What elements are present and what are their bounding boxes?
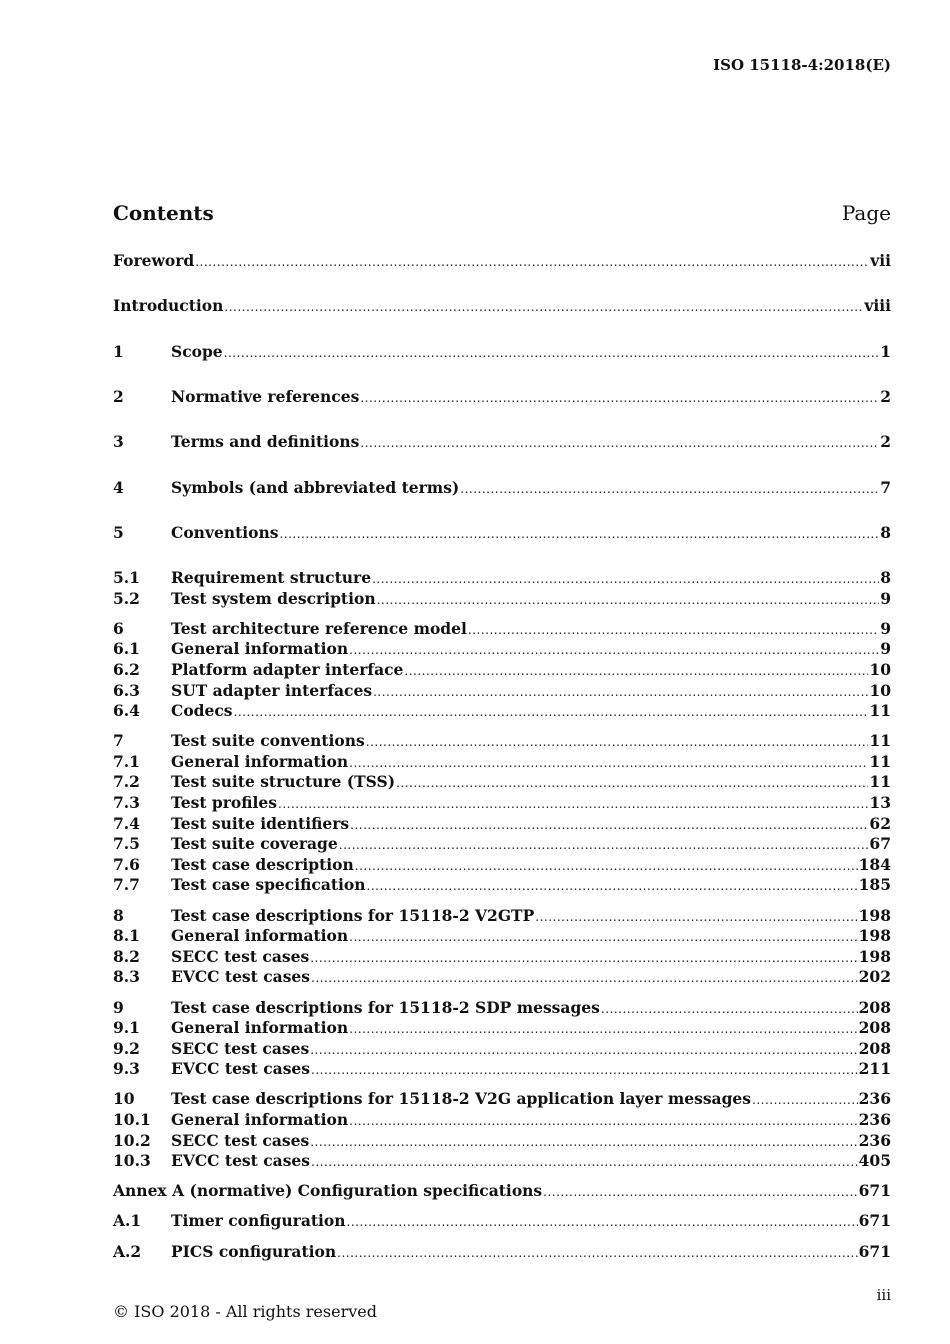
toc-entry-title: Test case description <box>171 855 354 874</box>
toc-dot-leader <box>224 346 880 360</box>
toc-entry-title: Codecs <box>171 701 233 720</box>
toc-entry-page: 10 <box>869 681 891 700</box>
toc-entry-page: 2 <box>880 432 891 451</box>
toc-entry[interactable] <box>113 523 891 542</box>
toc-entry[interactable] <box>113 814 891 833</box>
toc-entry-number: 6.2 <box>113 660 140 679</box>
toc-entry[interactable] <box>113 387 891 406</box>
toc-dot-leader <box>279 527 879 541</box>
toc-entry-title: General information <box>171 926 349 945</box>
toc-dot-leader <box>339 838 869 852</box>
toc-entry-title: Test architecture reference model <box>171 619 467 638</box>
toc-entry-number: 8.2 <box>113 947 140 966</box>
toc-entry-page: 9 <box>880 619 891 638</box>
toc-entry-number: A.1 <box>113 1211 142 1230</box>
toc-entry-title: General information <box>171 639 349 658</box>
toc-entry-page: viii <box>864 296 891 315</box>
toc-entry-page: 198 <box>858 926 891 945</box>
toc-entry-number: 8.1 <box>113 926 140 945</box>
toc-entry-number: 7.1 <box>113 752 140 771</box>
toc-entry[interactable] <box>113 998 891 1017</box>
toc-dot-leader <box>234 705 869 719</box>
toc-dot-leader <box>355 859 858 873</box>
toc-entry-title: Scope <box>171 342 223 361</box>
toc-dot-leader <box>195 255 869 269</box>
toc-entry-page: 11 <box>869 701 891 720</box>
toc-entry[interactable] <box>113 589 891 608</box>
toc-dot-leader <box>337 1246 858 1260</box>
toc-entry[interactable] <box>113 1211 891 1230</box>
toc-entry-number: 7.5 <box>113 834 140 853</box>
toc-entry-page: 198 <box>858 906 891 925</box>
toc-entry-page: 236 <box>858 1089 891 1108</box>
toc-entry[interactable] <box>113 432 891 451</box>
toc-entry-title: Foreword <box>113 251 195 270</box>
toc-entry-number: 7.2 <box>113 772 140 791</box>
toc-entry[interactable] <box>113 834 891 853</box>
toc-entry[interactable] <box>113 478 891 497</box>
toc-entry-number: 6.1 <box>113 639 140 658</box>
toc-entry-title: Requirement structure <box>171 568 372 587</box>
toc-entry-number: 10 <box>113 1089 135 1108</box>
toc-entry[interactable] <box>113 772 891 791</box>
toc-dot-leader <box>347 1215 858 1229</box>
toc-dot-leader <box>349 1114 857 1128</box>
toc-entry-number: 7.6 <box>113 855 140 874</box>
toc-entry[interactable] <box>113 752 891 771</box>
toc-entry-number: 2 <box>113 387 124 406</box>
toc-entry-page: 671 <box>858 1181 891 1200</box>
toc-entry-number: 9 <box>113 998 124 1017</box>
toc-entry-number: 5.2 <box>113 589 140 608</box>
toc-entry-number: 7.3 <box>113 793 140 812</box>
toc-dot-leader <box>752 1093 858 1107</box>
toc-dot-leader <box>404 664 868 678</box>
toc-entry-page: 11 <box>869 772 891 791</box>
toc-entry-title: Normative references <box>171 387 360 406</box>
toc-entry[interactable] <box>113 875 891 894</box>
toc-entry[interactable] <box>113 906 891 925</box>
toc-entry-page: 62 <box>869 814 891 833</box>
toc-entry[interactable] <box>113 855 891 874</box>
toc-entry[interactable] <box>113 793 891 812</box>
toc-entry-page: 13 <box>869 793 891 812</box>
toc-entry-title: Terms and definitions <box>171 432 360 451</box>
contents-title: Contents <box>113 201 214 225</box>
toc-entry[interactable] <box>113 1110 891 1129</box>
toc-dot-leader <box>535 910 857 924</box>
toc-dot-leader <box>349 643 879 657</box>
toc-entry-page: 671 <box>858 1211 891 1230</box>
toc-entry-title: Test case descriptions for 15118-2 SDP messages <box>171 998 600 1017</box>
page-number: iii <box>876 1286 891 1304</box>
toc-dot-leader <box>278 797 868 811</box>
toc-entry[interactable] <box>113 1018 891 1037</box>
toc-entry-title: Test suite identifiers <box>171 814 350 833</box>
toc-entry-page: 198 <box>858 947 891 966</box>
page-column-label: Page <box>841 201 891 225</box>
toc-entry-title: SECC test cases <box>171 1039 310 1058</box>
toc-entry[interactable] <box>113 1059 891 1078</box>
toc-entry-number: A.2 <box>113 1242 142 1261</box>
toc-entry[interactable] <box>113 660 891 679</box>
toc-dot-leader <box>311 1155 858 1169</box>
toc-entry-number: 1 <box>113 342 124 361</box>
toc-entry-number: 9.3 <box>113 1059 140 1078</box>
toc-entry-title: Symbols (and abbreviated terms) <box>171 478 460 497</box>
toc-dot-leader <box>349 930 857 944</box>
toc-entry[interactable] <box>113 619 891 638</box>
toc-entry-page: 8 <box>880 568 891 587</box>
toc-entry-page: 208 <box>858 1039 891 1058</box>
toc-entry-number: 8 <box>113 906 124 925</box>
toc-entry-title: Test case specification <box>171 875 366 894</box>
toc-entry[interactable] <box>113 639 891 658</box>
toc-dot-leader <box>367 879 858 893</box>
toc-dot-leader <box>360 436 879 450</box>
toc-entry-title: General information <box>171 752 349 771</box>
toc-entry-number: 3 <box>113 432 124 451</box>
toc-entry-title: Platform adapter interface <box>171 660 404 679</box>
toc-entry-number: 6.4 <box>113 701 140 720</box>
toc-entry-title: Test suite structure (TSS) <box>171 772 396 791</box>
toc-entry[interactable] <box>113 947 891 966</box>
toc-dot-leader <box>310 951 857 965</box>
toc-entry-number: 6.3 <box>113 681 140 700</box>
toc-dot-leader <box>349 756 868 770</box>
toc-entry-title: SECC test cases <box>171 947 310 966</box>
toc-entry-page: 1 <box>880 342 891 361</box>
toc-entry-title: Test case descriptions for 15118-2 V2G application layer messages <box>171 1089 752 1108</box>
toc-dot-leader <box>366 735 869 749</box>
toc-entry-title: Test suite conventions <box>171 731 365 750</box>
toc-entry-title: General information <box>171 1110 349 1129</box>
toc-entry-page: 184 <box>858 855 891 874</box>
toc-entry[interactable] <box>113 1089 891 1108</box>
toc-entry[interactable] <box>113 1151 891 1170</box>
toc-entry[interactable] <box>113 731 891 750</box>
toc-entry-title: Introduction <box>113 296 224 315</box>
document-id: ISO 15118-4:2018(E) <box>713 56 891 74</box>
toc-entry-page: 185 <box>858 875 891 894</box>
toc-entry-page: 9 <box>880 639 891 658</box>
toc-entry-number: 9.2 <box>113 1039 140 1058</box>
toc-entry-page: 236 <box>858 1110 891 1129</box>
toc-entry-title: Test suite coverage <box>171 834 338 853</box>
toc-entry-page: 9 <box>880 589 891 608</box>
toc-entry[interactable] <box>113 568 891 587</box>
toc-entry[interactable] <box>113 342 891 361</box>
toc-entry[interactable] <box>113 251 891 270</box>
toc-entry-number: 6 <box>113 619 124 638</box>
toc-entry-title: EVCC test cases <box>171 1059 311 1078</box>
toc-entry[interactable] <box>113 1181 891 1200</box>
toc-entry-title: SUT adapter interfaces <box>171 681 373 700</box>
toc-entry-page: 208 <box>858 1018 891 1037</box>
toc-entry-page: 671 <box>858 1242 891 1261</box>
toc-dot-leader <box>543 1185 857 1199</box>
toc-entry[interactable] <box>113 967 891 986</box>
toc-entry-page: 11 <box>869 752 891 771</box>
toc-dot-leader <box>360 391 879 405</box>
toc-dot-leader <box>601 1002 858 1016</box>
toc-dot-leader <box>224 300 863 314</box>
toc-entry[interactable] <box>113 701 891 720</box>
toc-entry[interactable] <box>113 1131 891 1150</box>
toc-entry-page: 236 <box>858 1131 891 1150</box>
toc-entry-title: PICS configuration <box>171 1242 337 1261</box>
toc-entry-page: 8 <box>880 523 891 542</box>
toc-entry-number: 4 <box>113 478 124 497</box>
toc-entry-page: 202 <box>858 967 891 986</box>
toc-entry-number: 5.1 <box>113 568 140 587</box>
toc-entry-number: 10.3 <box>113 1151 151 1170</box>
toc-entry-title: Timer configuration <box>171 1211 346 1230</box>
toc-entry-page: 10 <box>869 660 891 679</box>
toc-dot-leader <box>349 1022 857 1036</box>
toc-entry-page: 11 <box>869 731 891 750</box>
toc-entry-number: 9.1 <box>113 1018 140 1037</box>
toc-entry-page: 67 <box>869 834 891 853</box>
toc-entry-title: EVCC test cases <box>171 967 311 986</box>
toc-entry-title: General information <box>171 1018 349 1037</box>
toc-entry-number: 5 <box>113 523 124 542</box>
toc-entry-title: Conventions <box>171 523 279 542</box>
toc-entry-number: 7 <box>113 731 124 750</box>
toc-dot-leader <box>311 971 858 985</box>
toc-dot-leader <box>310 1135 857 1149</box>
toc-entry[interactable] <box>113 1242 891 1261</box>
toc-dot-leader <box>372 572 879 586</box>
toc-entry-page: vii <box>870 251 891 270</box>
toc-entry[interactable] <box>113 296 891 315</box>
toc-entry-number: 8.3 <box>113 967 140 986</box>
toc-dot-leader <box>377 593 880 607</box>
toc-entry-page: 211 <box>858 1059 891 1078</box>
toc-entry-title: SECC test cases <box>171 1131 310 1150</box>
toc-entry-number: 7.7 <box>113 875 140 894</box>
toc-entry-title: Test case descriptions for 15118-2 V2GTP <box>171 906 535 925</box>
toc-dot-leader <box>310 1043 857 1057</box>
toc-entry-number: 10.1 <box>113 1110 151 1129</box>
toc-entry-page: 2 <box>880 387 891 406</box>
toc-entry-title: Test system description <box>171 589 376 608</box>
toc-dot-leader <box>311 1063 858 1077</box>
toc-entry[interactable] <box>113 681 891 700</box>
toc-entry[interactable] <box>113 926 891 945</box>
toc-dot-leader <box>460 482 879 496</box>
toc-entry[interactable] <box>113 1039 891 1058</box>
toc-entry-page: 405 <box>858 1151 891 1170</box>
toc-entry-title: Test profiles <box>171 793 277 812</box>
toc-entry-title: Annex A (normative) Configuration specifications <box>113 1181 543 1200</box>
toc-entry-page: 7 <box>880 478 891 497</box>
toc-dot-leader <box>396 776 868 790</box>
toc-dot-leader <box>373 685 868 699</box>
toc-entry-number: 7.4 <box>113 814 140 833</box>
toc-dot-leader <box>468 623 879 637</box>
copyright-notice: © ISO 2018 - All rights reserved <box>113 1302 377 1321</box>
toc-entry-title: EVCC test cases <box>171 1151 311 1170</box>
toc-dot-leader <box>350 818 868 832</box>
toc-entry-number: 10.2 <box>113 1131 151 1150</box>
toc-entry-page: 208 <box>858 998 891 1017</box>
